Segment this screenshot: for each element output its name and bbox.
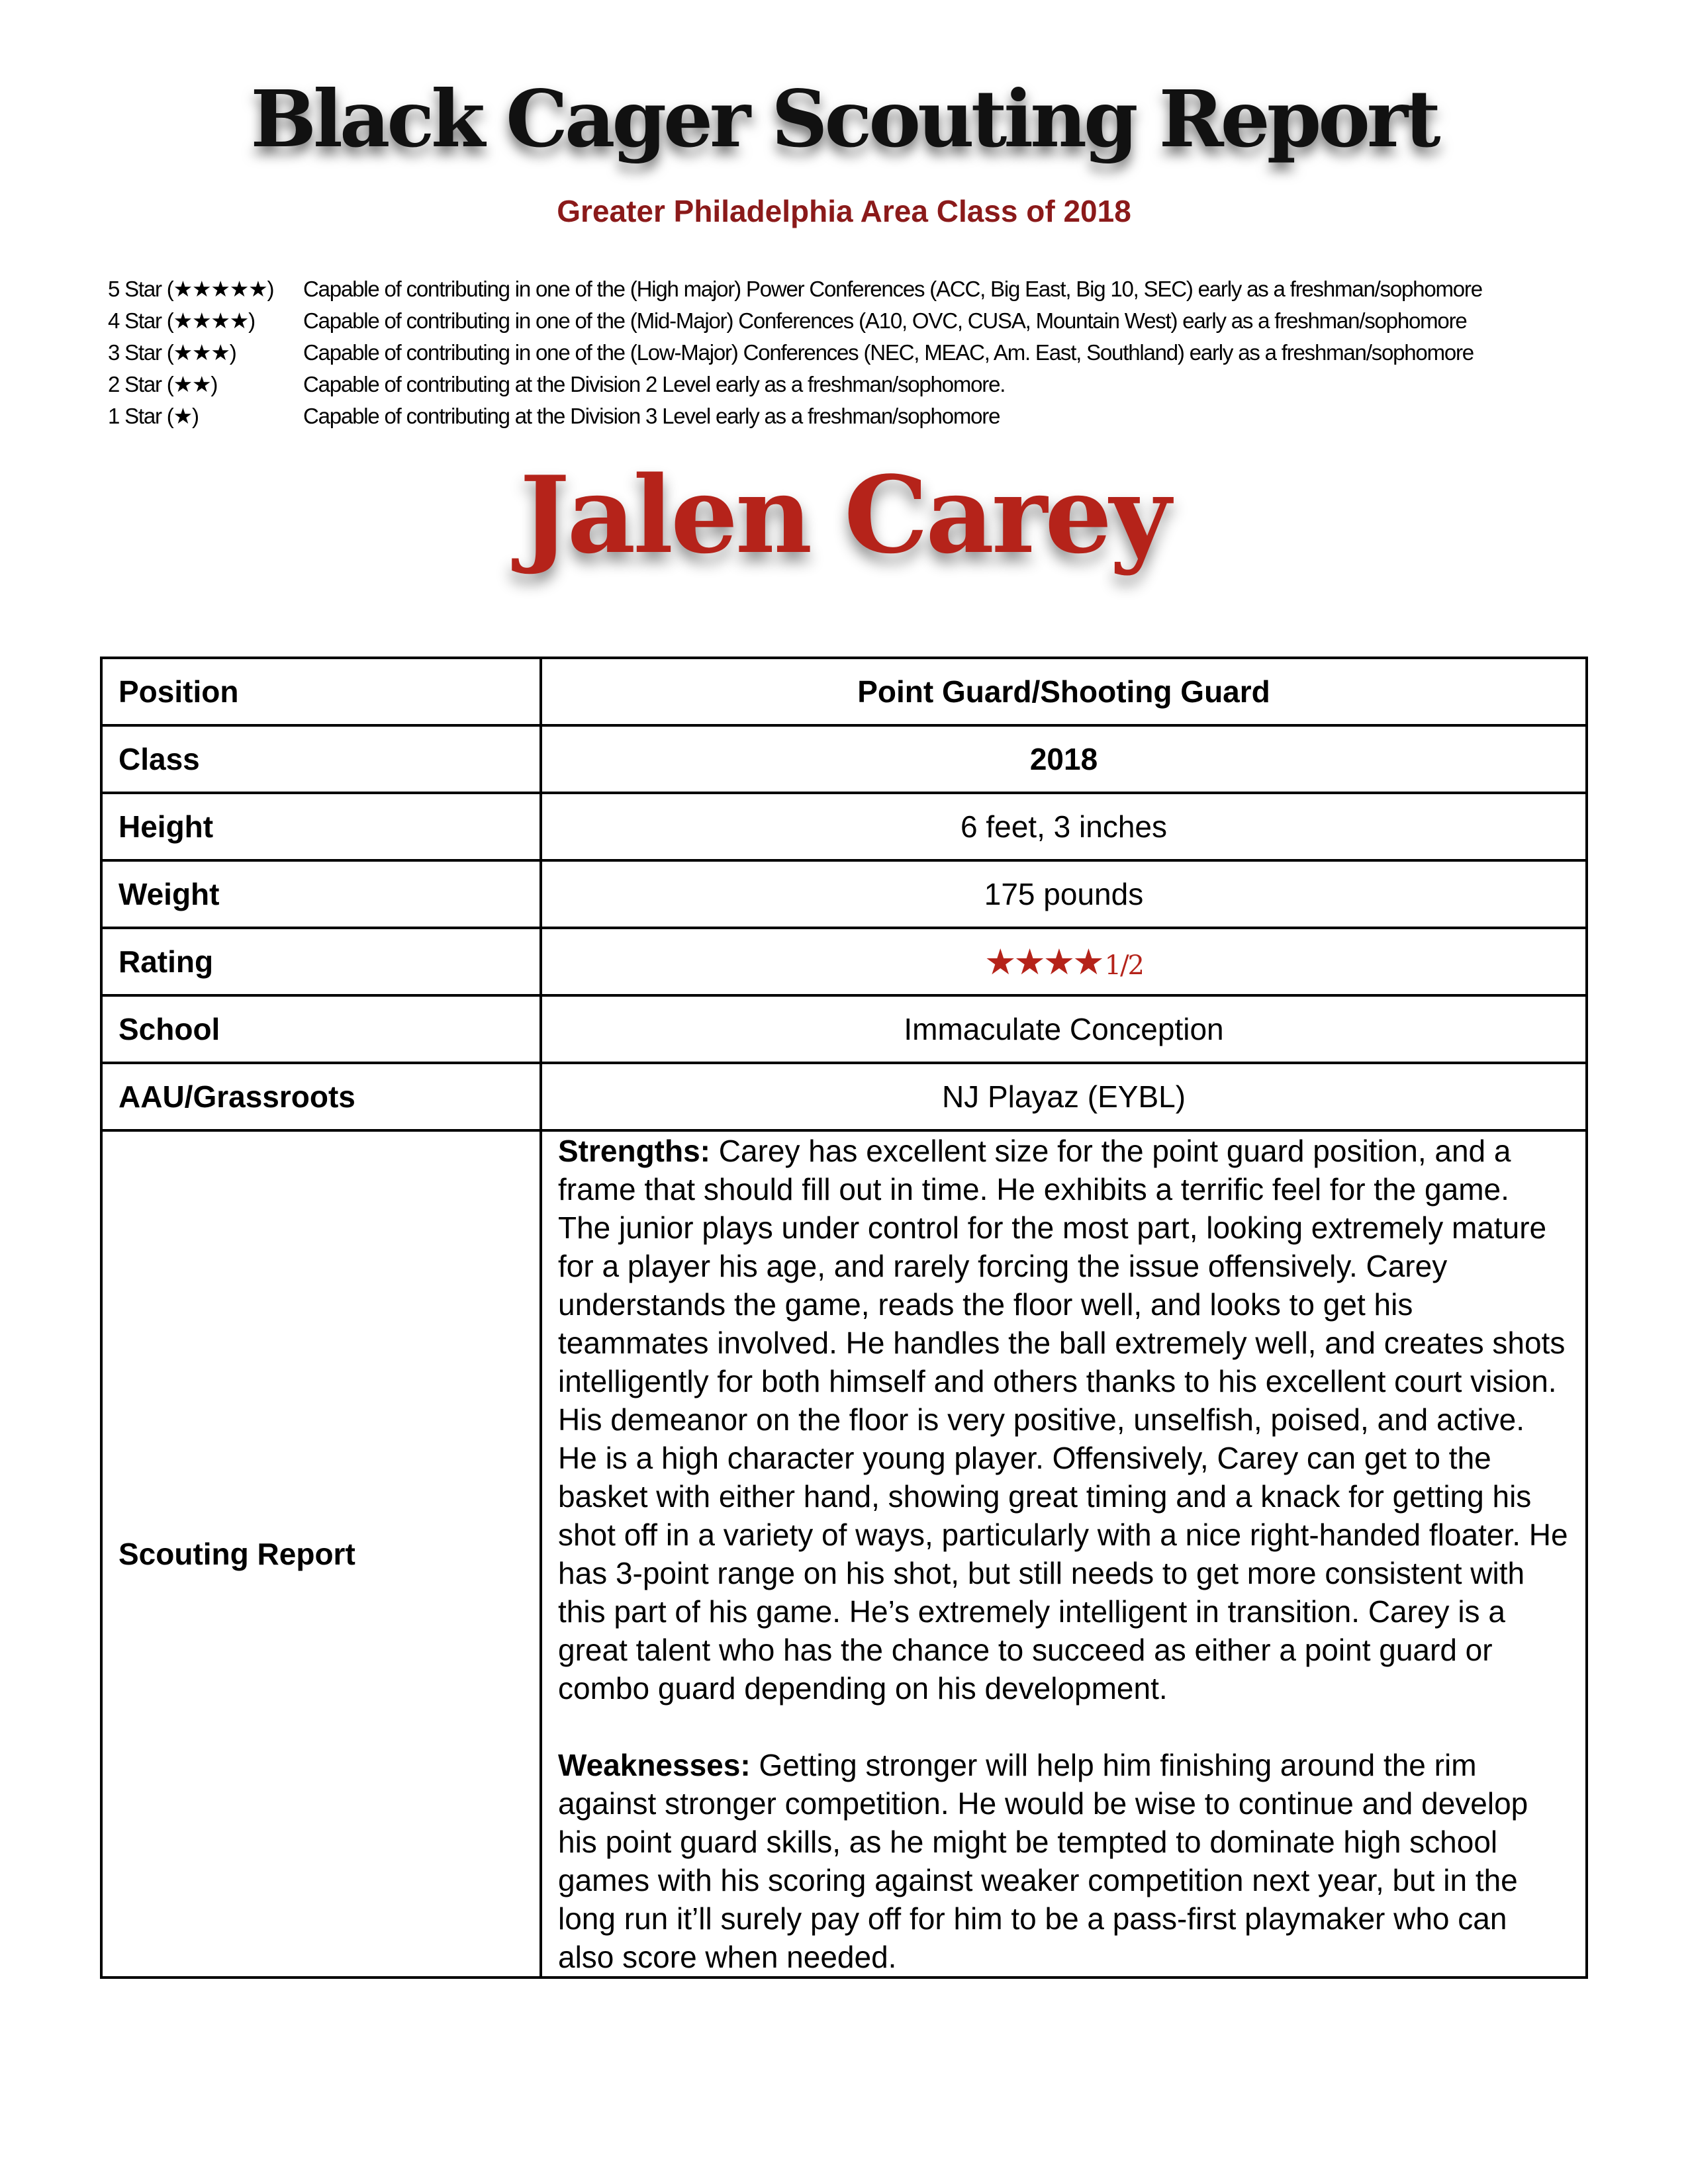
table-row-position — [101, 658, 1587, 725]
legend-label: 4 Star (★★★★) — [108, 308, 255, 333]
table-row-class — [101, 725, 1587, 793]
aau-value: NJ Playaz (EYBL) — [541, 1063, 1587, 1130]
legend-description: Capable of contributing at the Division 3 Level early as a freshman/sophomore — [303, 404, 1000, 428]
player-name: Jalen Carey — [519, 453, 1169, 577]
school-value: Immaculate Conception — [541, 995, 1587, 1063]
row-label: Height — [101, 793, 541, 860]
table-row-rating — [101, 928, 1587, 995]
legend-row-5-star — [108, 273, 1597, 305]
strengths-paragraph — [558, 1132, 1570, 1707]
legend-description: Capable of contributing in one of the (Mid-Major) Conferences (A10, OVC, CUSA, Mountain West) early as a freshman/sophomore — [303, 308, 1467, 333]
star-icon: ★★★★ — [984, 940, 1102, 983]
row-label: Scouting Report — [101, 1130, 541, 1978]
row-label: Weight — [101, 860, 541, 928]
row-label: AAU/Grassroots — [101, 1063, 541, 1130]
report-title: Black Cager Scouting Report — [250, 73, 1438, 165]
table-row-weight — [101, 860, 1587, 928]
legend-row-1-star — [108, 400, 1597, 432]
row-label: Position — [101, 658, 541, 725]
row-label: School — [101, 995, 541, 1063]
weaknesses-heading: Weaknesses: — [558, 1748, 751, 1782]
legend-description: Capable of contributing at the Division 2 Level early as a freshman/sophomore. — [303, 372, 1006, 396]
legend-description: Capable of contributing in one of the (Low-Major) Conferences (NEC, MEAC, Am. East, Southland) early as a freshman/sophomore — [303, 340, 1474, 365]
legend-row-3-star — [108, 337, 1597, 369]
table-row-aau — [101, 1063, 1587, 1130]
scouting-report-text — [541, 1130, 1587, 1978]
strengths-heading: Strengths: — [558, 1134, 710, 1168]
height-value: 6 feet, 3 inches — [541, 793, 1587, 860]
table-row-scouting-report — [101, 1130, 1587, 1978]
legend-label: 2 Star (★★) — [108, 372, 218, 396]
table-row-school — [101, 995, 1587, 1063]
player-info-table — [100, 657, 1588, 1979]
weaknesses-body: Getting stronger will help him finishing around the rim against stronger competition. He would be wise to continue and develop his point guard skills, as he might be tempted to dominate high school games with his scoring against weaker competition next year, but in the long run it’ll surely pay off for him to be a pass-first playmaker who can also score when needed. — [558, 1748, 1528, 1974]
legend-description: Capable of contributing in one of the (High major) Power Conferences (ACC, Big East, Big 10, SEC) early as a freshman/sophomore — [303, 277, 1482, 301]
weight-value: 175 pounds — [541, 860, 1587, 928]
legend-label: 3 Star (★★★) — [108, 340, 236, 365]
legend-row-4-star — [108, 305, 1597, 337]
table-row-height — [101, 793, 1587, 860]
report-subtitle: Greater Philadelphia Area Class of 2018 — [557, 194, 1131, 228]
rating-value — [541, 928, 1587, 995]
half-star-label: 1/2 — [1104, 950, 1143, 981]
position-value: Point Guard/Shooting Guard — [541, 658, 1587, 725]
class-value: 2018 — [541, 725, 1587, 793]
row-label: Class — [101, 725, 541, 793]
row-label: Rating — [101, 928, 541, 995]
legend-label: 1 Star (★) — [108, 404, 199, 428]
legend-row-2-star — [108, 369, 1597, 400]
strengths-body: Carey has excellent size for the point guard position, and a frame that should fill out in time. He exhibits a terrific feel for the game. The junior plays under control for the most part, looking extremely mature for a player his age, and rarely forcing the issue offensively. Carey understands the game, reads the floor well, and looks to get his teammates involved. He handles the ball extremely well, and creates shots intelligently for both himself and others thanks to his excellent court vision. His demeanor on the floor is very positive, unselfish, poised, and active. He is a high character young player. Offensively, Carey can get to the basket with either hand, showing great timing and a knack for getting his shot off in a variety of ways, particularly with a nice right-handed floater. He has 3-point range on his shot, but still needs to get more consistent with this part of his game. He’s extremely intelligent in transition. Carey is a great talent who has the chance to succeed as either a point guard or combo guard depending on his development. — [558, 1134, 1568, 1706]
star-rating-legend — [108, 273, 1597, 432]
legend-label: 5 Star (★★★★★) — [108, 277, 274, 301]
weaknesses-paragraph — [558, 1746, 1570, 1976]
